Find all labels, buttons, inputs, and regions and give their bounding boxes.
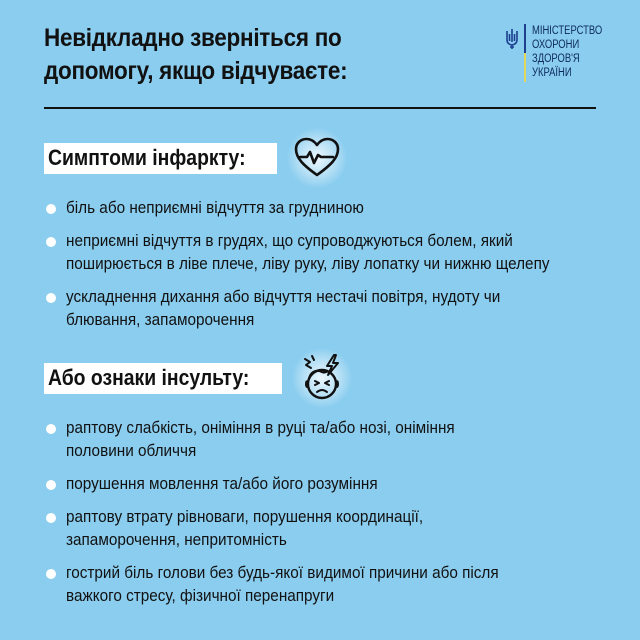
list-item: [44, 561, 521, 607]
bullet: [46, 569, 56, 579]
heart-attack-heading: [44, 128, 347, 188]
headache-face-icon: [292, 348, 352, 408]
list-item: [44, 196, 604, 219]
list-item: [44, 229, 611, 275]
list-item-text: порушення мовлення та/або його розуміння: [66, 474, 378, 493]
list-item-text: гострий біль голови без будь-якої видимої причини або після важкого стресу, фізичної перенапруги: [66, 563, 499, 605]
section-label: [44, 143, 277, 174]
logo-line: ЗДОРОВ'Я: [532, 53, 580, 65]
logo-line: УКРАЇНИ: [532, 67, 572, 79]
section-label: [44, 363, 282, 394]
heart-pulse-icon: [287, 128, 347, 188]
list-item: [44, 285, 526, 331]
trident-icon: [505, 28, 519, 50]
list-item: [44, 505, 516, 551]
logo-line: ОХОРОНИ: [532, 39, 580, 51]
divider: [44, 107, 596, 109]
list-item-text: неприємні відчуття в грудях, що супроводжуються болем, який поширюється в ліве плече, ліву руку, ліву лопатку чи нижню щелепу: [66, 231, 550, 273]
section-label-text: Симптоми інфаркту:: [48, 144, 246, 170]
bullet: [46, 293, 56, 303]
flag-bar: [524, 24, 526, 82]
ministry-logo: [505, 24, 618, 82]
list-item-text: біль або неприємні відчуття за грудниною: [66, 198, 364, 217]
logo-line: МІНІСТЕРСТВО: [532, 25, 603, 37]
bullet: [46, 513, 56, 523]
logo-text: [532, 24, 602, 80]
bullet: [46, 237, 56, 247]
bullet: [46, 204, 56, 214]
page-title: [44, 22, 386, 88]
stroke-symptoms-list: [44, 416, 604, 617]
title-line-1: Невідкладно зверніться по: [44, 24, 342, 52]
bullet: [46, 480, 56, 490]
heart-attack-symptoms-list: [44, 196, 604, 341]
stroke-heading: [44, 348, 352, 408]
list-item-text: раптову слабкість, оніміння в руці та/або нозі, оніміння половини обличчя: [66, 418, 455, 460]
title-line-2: допомогу, якщо відчуваєте:: [44, 57, 348, 85]
bullet: [46, 424, 56, 434]
list-item: [44, 416, 486, 462]
section-label-text: Або ознаки інсульту:: [48, 364, 250, 390]
list-item-text: раптову втрату рівноваги, порушення координації, запаморочення, непритомність: [66, 507, 424, 549]
list-item-text: ускладнення дихання або відчуття нестачі повітря, нудоту чи блювання, запаморочення: [66, 287, 501, 329]
list-item: [44, 472, 604, 495]
